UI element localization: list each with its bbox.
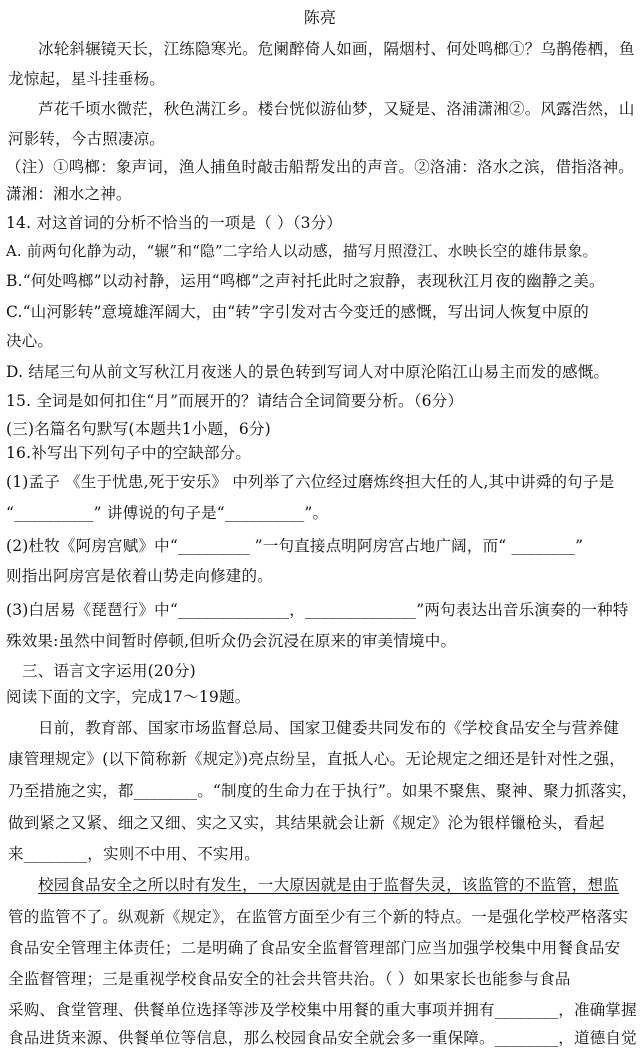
q16-item-3-cont: 殊效果:虽然中间暂时停顿,但听众仍会沉浸在原来的审美情境中。 xyxy=(6,632,457,650)
question-15: 15. 全词是如何扣住“月”而展开的？请结合全词简要分析。（6分） xyxy=(6,392,464,410)
poem-line-1: 冰轮斜辗镜天长，江练隐寒光。危阑醉倚人如画，隔烟村、何处鸣榔①？乌鹊倦栖，鱼 xyxy=(38,40,635,58)
passage-p1-line-3: 乃至措施之实，都________。“制度的生命力在于执行”。如果不聚焦、聚神、聚力抓落实， xyxy=(8,782,638,800)
q16-item-1: (1)孟子 《生于忧患,死于安乐》 中列举了六位经过磨炼终担大任的人,其中讲舜的句子是 xyxy=(6,473,615,491)
passage-p2-line-3: 食品安全管理主体责任；二是明确了食品安全监督管理部门应当加强学校集中用餐食品安 xyxy=(8,939,621,957)
poem-line-4: 河影转，今古照凄凉。 xyxy=(8,130,166,148)
q16-item-2-cont: 则指出阿房宫是依着山势走向修建的。 xyxy=(6,567,273,585)
section-heading-3: (三)名篇名句默写(本题共1小题，6分) xyxy=(6,420,271,438)
q16-item-2: (2)杜牧《阿房宫赋》中“_________ ”一句直接点明阿房宫占地广阔，而“ ________” xyxy=(6,537,584,555)
passage-p2-line-1: 校园食品安全之所以时有发生，一大原因就是由于监督失灵，该监管的不监管，想监 xyxy=(38,876,619,894)
q16-item-3: (3)白居易《琵琶行》中“______________，______________”两句表达出音乐演奏的一种特 xyxy=(6,601,629,619)
passage-p2-line-4: 全监督管理；三是重视学校食品安全的社会共管共治。（ ）如果家长也能参与食品 xyxy=(8,970,571,988)
poem-line-2: 龙惊起，星斗挂垂杨。 xyxy=(8,70,166,88)
passage-p1-line-5: 来________，实则不中用、不实用。 xyxy=(8,845,261,863)
question-16: 16.补写出下列句子中的空缺部分。 xyxy=(6,444,252,462)
passage-p2-line-6: 食品进货来源、供餐单位等信息，那么校园食品安全就会多一重保障。________，道德自觉 xyxy=(8,1029,637,1047)
note-line-1: （注）①鸣榔：象声词，渔人捕鱼时敲击船帮发出的声音。②洛浦：洛水之滨，借指洛神。 xyxy=(6,158,635,176)
q16-item-1-cont: “__________” 讲傅说的句子是“__________”。 xyxy=(6,504,329,522)
passage-p1-line-4: 做到紧之又紧、细之又细、实之又实，其结果就会让新《规定》沦为银样镴枪头，看起 xyxy=(8,814,605,832)
passage-p2-line-2: 管的监管不了。纵观新《规定》，在监管方面至少有三个新的特点。一是强化学校严格落实 xyxy=(8,908,629,926)
section-heading-language: 三、语言文字运用(20分) xyxy=(22,662,196,680)
option-b: B.“何处鸣榔”以动衬静，运用“鸣榔”之声衬托此时之寂静，表现秋江月夜的幽静之美。 xyxy=(6,272,605,290)
note-line-2: 潇湘：湘水之神。 xyxy=(6,185,132,203)
passage-p1-line-2: 康管理规定》(以下简称新《规定》)亮点纷呈，直抵人心。无论规定之细还是针对性之强， xyxy=(8,750,626,768)
poem-line-3: 芦花千顷水微茫，秋色满江乡。楼台恍似游仙梦，又疑是、洛浦潇湘②。风露浩然，山 xyxy=(38,100,635,118)
reading-instruction: 阅读下面的文字，完成17～19题。 xyxy=(6,688,251,706)
passage-p1-line-1: 日前，教育部、国家市场监督总局、国家卫健委共同发布的《学校食品安全与营养健 xyxy=(38,719,619,737)
option-d: D. 结尾三句从前文写秋江月夜迷人的景色转到写词人对中原沦陷江山易主而发的感慨。 xyxy=(6,363,610,381)
passage-p2-line-5: 采购、食堂管理、供餐单位选择等涉及学校集中用餐的重大事项并拥有________，准确掌握 xyxy=(8,1001,637,1019)
question-14: 14. 对这首词的分析不恰当的一项是（ ）（3分） xyxy=(6,214,343,232)
option-c-cont: 决心。 xyxy=(6,332,54,350)
option-a: A. 前两句化静为动，“辗”和“隐”二字给人以动感，描写月照澄江、水映长空的雄伟景象。 xyxy=(6,243,598,260)
poem-title: 陈亮 xyxy=(303,8,337,27)
option-c: C.“山河影转”意境雄浑阔大，由“转”字引发对古今变迁的感慨，写出词人恢复中原的 xyxy=(6,303,589,321)
